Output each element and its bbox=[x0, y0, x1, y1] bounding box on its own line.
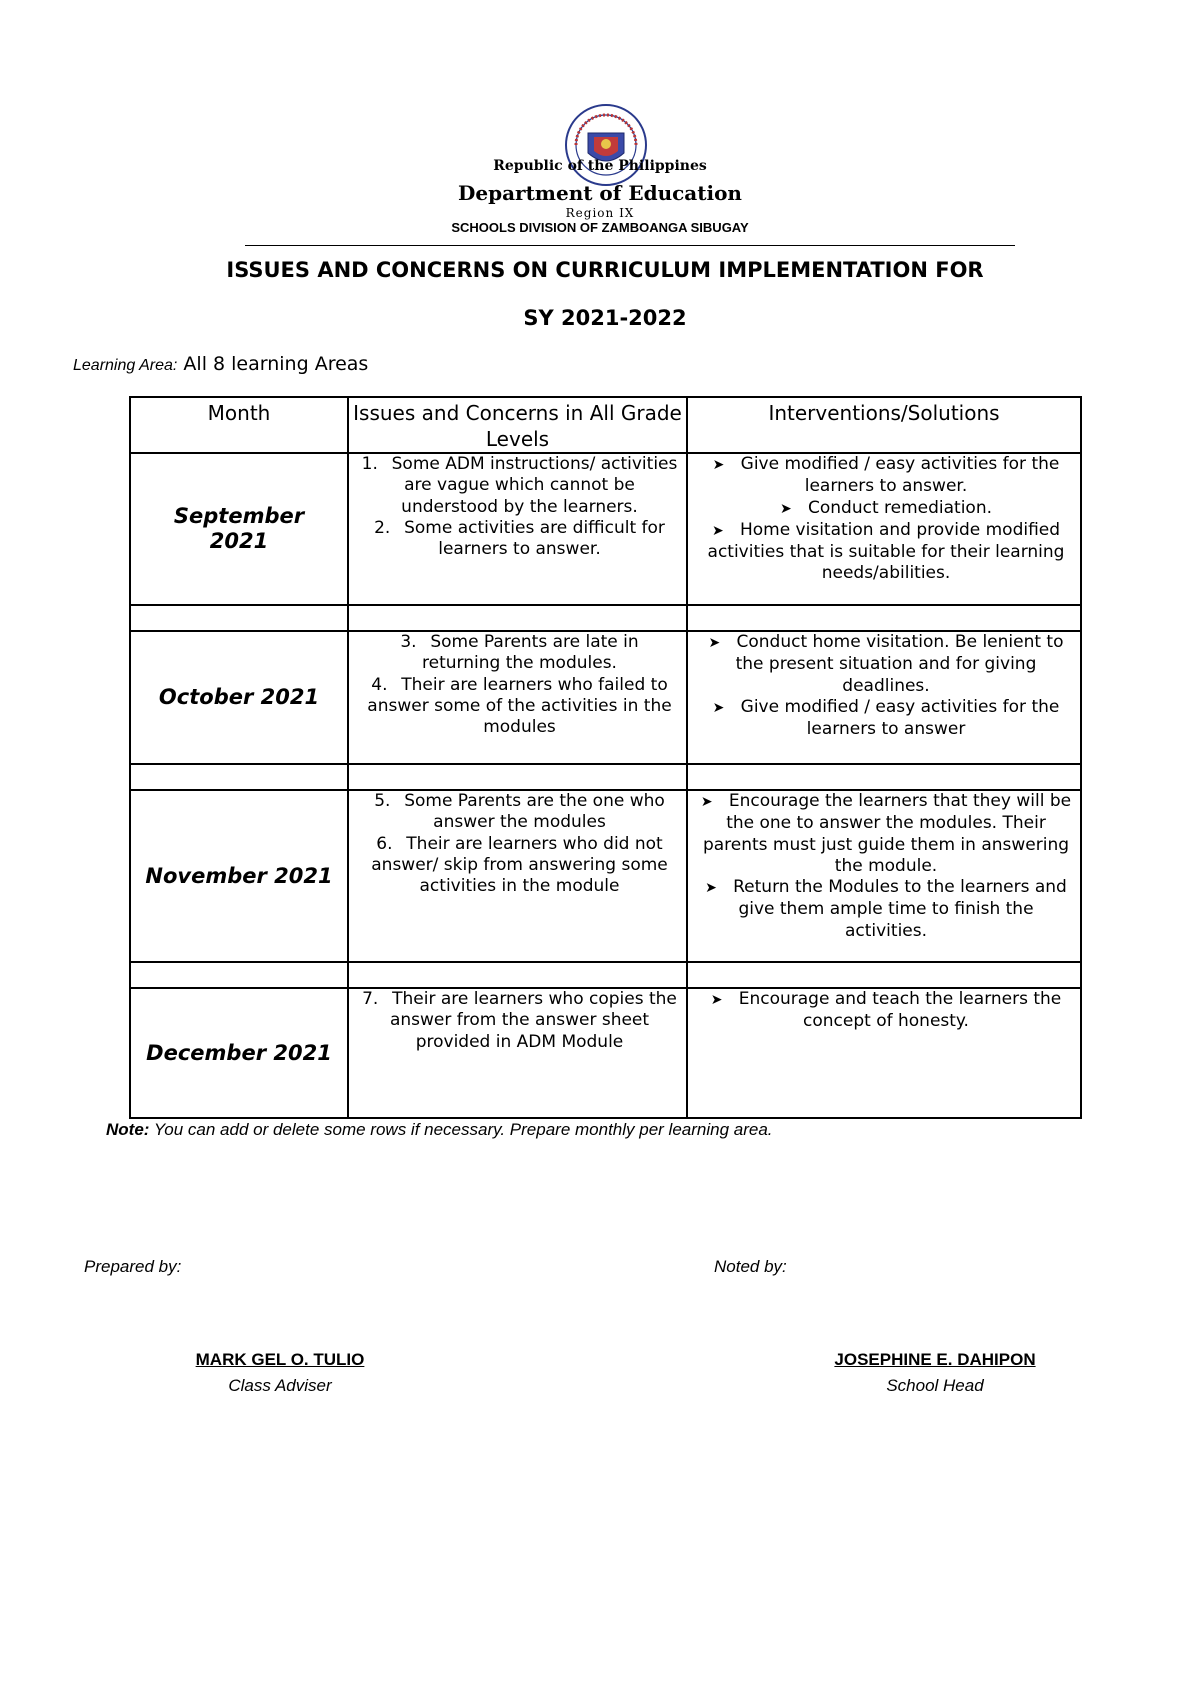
list-item: 5. Some Parents are the one who answer the modules bbox=[374, 791, 665, 833]
header-issues: Issues and Concerns in All Grade Levels bbox=[348, 397, 687, 453]
arrow-bullet-icon: ➤ bbox=[705, 880, 717, 897]
arrow-bullet-icon: ➤ bbox=[712, 699, 725, 716]
list-item: 1. Some ADM instructions/ activities are vague which cannot be understood by the learners. bbox=[361, 454, 678, 517]
list-item: ➤ Conduct remediation. bbox=[688, 498, 1080, 520]
republic-line: Republic of the Philippines bbox=[493, 158, 707, 174]
prepared-by-role: Class Adviser bbox=[228, 1376, 332, 1395]
issues-cell bbox=[348, 631, 687, 764]
issues-table bbox=[129, 396, 1082, 1119]
learning-area-value: All 8 learning Areas bbox=[183, 353, 369, 375]
noted-by-role: School Head bbox=[886, 1376, 984, 1395]
list-item: ➤ Conduct home visitation. Be lenient to the present situation and for giving deadlines. bbox=[708, 632, 1064, 696]
table-row bbox=[130, 790, 1081, 962]
list-item: 4. Their are learners who failed to answer some of the activities in the modules bbox=[367, 674, 672, 738]
month-label: September 2021 bbox=[173, 504, 305, 553]
learning-area-label: Learning Area: bbox=[73, 357, 178, 374]
header-month: Month bbox=[130, 397, 348, 453]
deped-seal-logo bbox=[564, 103, 648, 187]
list-item: ➤ Return the Modules to the learners and give them ample time to finish the activities. bbox=[705, 877, 1067, 941]
note bbox=[106, 1120, 773, 1140]
month-label: December 2021 bbox=[146, 1040, 332, 1065]
prepared-by-name: MARK GEL O. TULIO bbox=[195, 1350, 365, 1369]
learning-area bbox=[73, 353, 368, 375]
list-item: ➤ Give modified / easy activities for the learners to answer bbox=[712, 696, 1060, 740]
list-item: ➤ Give modified / easy activities for the learners to answer. bbox=[712, 454, 1060, 497]
prepared-by-label: Prepared by: bbox=[84, 1257, 182, 1276]
list-item: ➤ Encourage and teach the learners the concept of honesty. bbox=[710, 989, 1062, 1032]
department-line: Department of Education bbox=[458, 181, 742, 205]
spacer-row bbox=[130, 962, 1081, 988]
table-row bbox=[130, 453, 1081, 605]
document-title-line-1: ISSUES AND CONCERNS ON CURRICULUM IMPLEMENTATION FOR bbox=[226, 258, 984, 282]
arrow-bullet-icon: ➤ bbox=[779, 500, 792, 517]
list-item: ➤ Encourage the learners that they will be the one to answer the modules. Their parents must just guide them in answering the module. bbox=[700, 791, 1072, 876]
spacer-row bbox=[130, 764, 1081, 790]
interventions-cell bbox=[687, 790, 1081, 962]
header-divider bbox=[245, 245, 1015, 246]
month-label: November 2021 bbox=[145, 863, 333, 888]
table-row bbox=[130, 631, 1081, 764]
arrow-bullet-icon: ➤ bbox=[712, 457, 725, 473]
noted-by-label: Noted by: bbox=[714, 1257, 787, 1276]
document-title-line-2: SY 2021-2022 bbox=[523, 306, 687, 330]
issues-cell bbox=[348, 988, 687, 1118]
region-line: Region IX bbox=[565, 206, 635, 220]
interventions-cell bbox=[687, 988, 1081, 1118]
noted-by-name: JOSEPHINE E. DAHIPON bbox=[834, 1350, 1036, 1369]
division-line: SCHOOLS DIVISION OF ZAMBOANGA SIBUGAY bbox=[451, 220, 749, 235]
month-label: October 2021 bbox=[158, 685, 320, 709]
arrow-bullet-icon: ➤ bbox=[710, 992, 723, 1008]
issues-cell bbox=[348, 453, 687, 605]
header-interventions: Interventions/Solutions bbox=[687, 397, 1081, 453]
arrow-bullet-icon: ➤ bbox=[711, 522, 724, 539]
table-header-row bbox=[130, 397, 1081, 453]
list-item: 7. Their are learners who copies the answer from the answer sheet provided in ADM Module bbox=[362, 989, 677, 1052]
list-item: 3. Some Parents are late in returning the modules. bbox=[400, 632, 639, 674]
list-item: ➤ Home visitation and provide modified activities that is suitable for their learning needs/abilities. bbox=[707, 519, 1065, 584]
interventions-cell bbox=[687, 453, 1081, 605]
arrow-bullet-icon: ➤ bbox=[708, 635, 721, 651]
arrow-bullet-icon: ➤ bbox=[700, 794, 713, 810]
note-text: You can add or delete some rows if necessary. Prepare monthly per learning area. bbox=[149, 1120, 773, 1139]
interventions-cell bbox=[687, 631, 1081, 764]
month-cell bbox=[130, 453, 348, 605]
month-cell bbox=[130, 631, 348, 764]
table-row bbox=[130, 988, 1081, 1118]
list-item: 2. Some activities are difficult for learners to answer. bbox=[374, 517, 665, 560]
list-item: 6. Their are learners who did not answer/ skip from answering some activities in the module bbox=[371, 833, 668, 897]
issues-cell bbox=[348, 790, 687, 962]
note-label: Note: bbox=[106, 1120, 150, 1139]
month-cell bbox=[130, 790, 348, 962]
spacer-row bbox=[130, 605, 1081, 631]
month-cell bbox=[130, 988, 348, 1118]
